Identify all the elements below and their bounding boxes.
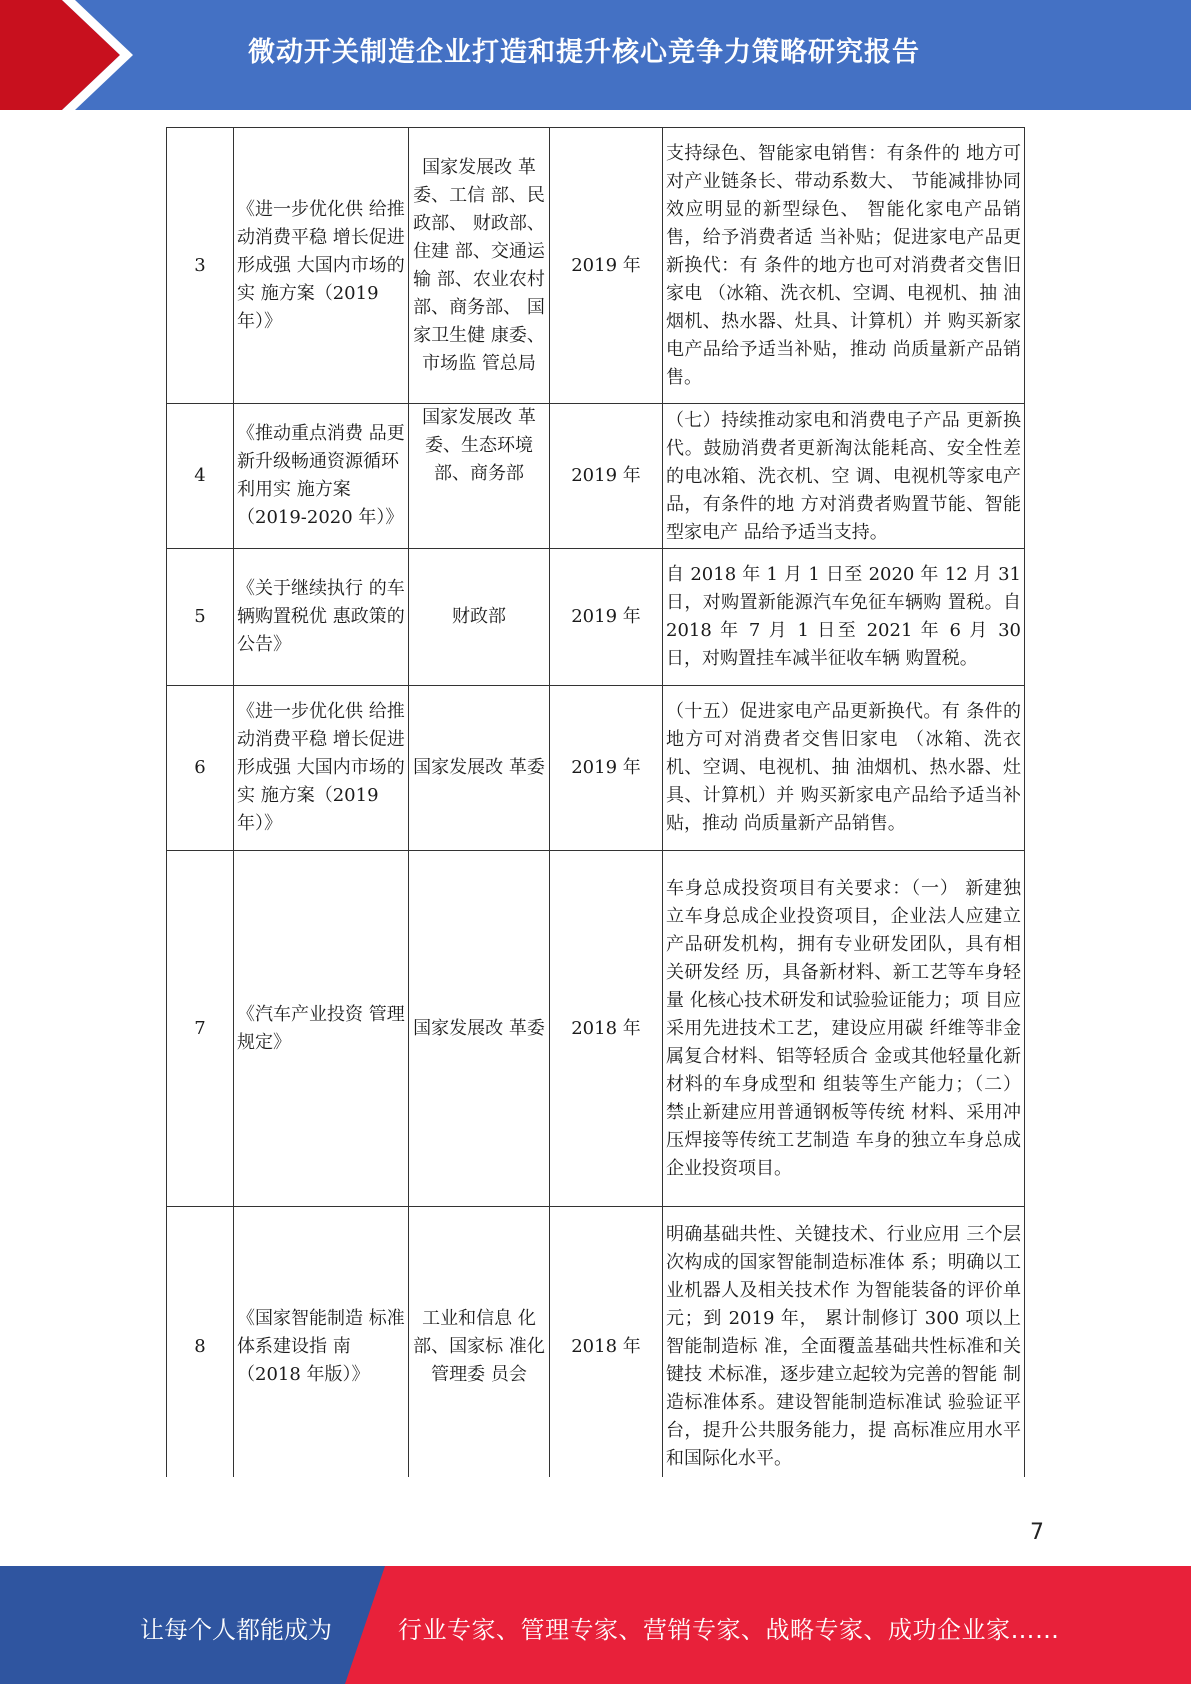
policy-content: [663, 404, 1025, 549]
policy-content-text: （七）持续推动家电和消费电子产品 更新换代。鼓励消费者更新淘汰能耗高、安全性差的电冰箱、洗衣机、空 调、电视机等家电产品，有条件的地 方对消费者购置节能、智能型家电产 品给予适当支持。: [666, 410, 1021, 543]
policy-content: 明确基础共性、关键技术、行业应用 三个层次构成的国家智能制造标准体 系；明确以工业机器人及相关技术作 为智能装备的评价单元；到 2019 年， 累计制修订 300 项以上智能制造标 准，全面覆盖基础共性标准和关键技 术标准，逐步建立起较为完善的智能 制造标准体系。建设智能制造标准试 验验证平台，提升公共服务能力，提 高标准应用水平和国际化水平。: [663, 1207, 1025, 1478]
issuing-department: 国家发展改 革委: [409, 686, 550, 851]
table-row: [167, 1207, 1025, 1478]
issue-year: 2019 年: [550, 686, 663, 851]
issue-year: 2018 年: [550, 1207, 663, 1478]
policy-content: 自 2018 年 1 月 1 日至 2020 年 12 月 31 日，对购置新能源汽车免征车辆购 置税。自 2018 年 7 月 1 日至 2021 年 6 月 30 日，对购置挂车减半征收车辆 购置税。: [663, 549, 1025, 686]
header-arrow-decoration: [0, 0, 160, 110]
policy-content: （十五）促进家电产品更新换代。有 条件的地方可对消费者交售旧家电 （冰箱、洗衣机、空调、电视机、抽 油烟机、热水器、灶具、计算机）并 购买新家电产品给予适当补贴，推动 尚质量新产品销售。: [663, 686, 1025, 851]
issuing-department: 国家发展改 革委、工信 部、民政部、 财政部、住建 部、交通运输 部、农业农村 部、商务部、 国家卫生健 康委、市场监 管总局: [409, 128, 550, 404]
document-title: 微动开关制造企业打造和提升核心竞争力策略研究报告: [248, 37, 920, 68]
policy-content: 支持绿色、智能家电销售：有条件的 地方可对产业链条长、带动系数大、 节能减排协同效应明显的新型绿色、 智能化家电产品销售，给予消费者适 当补贴；促进家电产品更新换代：有 条件的地方也可对消费者交售旧家电 （冰箱、洗衣机、空调、电视机、抽 油烟机、热水器、灶具、计算机）并 购买新家电产品给予适当补贴，推动 尚质量新产品销售。: [663, 128, 1025, 404]
footer-slogan-right: 行业专家、管理专家、营销专家、战略专家、成功企业家……: [398, 1616, 1060, 1644]
table-row: [167, 128, 1025, 404]
issue-year: 2018 年: [550, 851, 663, 1207]
policy-name: 《关于继续执行 的车辆购置税优 惠政策的公告》: [234, 549, 409, 686]
row-number: 7: [167, 851, 234, 1207]
issue-year: 2019 年: [550, 404, 663, 549]
policy-name: 《进一步优化供 给推动消费平稳 增长促进形成强 大国内市场的实 施方案（2019 年）》: [234, 686, 409, 851]
policy-content: 车身总成投资项目有关要求：（一） 新建独立车身总成企业投资项目，企业法人应建立产品研发机构，拥有专业研发团队，具有相关研发经 历，具备新材料、新工艺等车身轻量 化核心技术研发和试验验证能力；项 目应采用先进技术工艺，建设应用碳 纤维等非金属复合材料、铝等轻质合 金或其他轻量化新材料的车身成型和 组装等生产能力；（二）禁止新建应用普通钢板等传统 材料、采用冲压焊接等传统工艺制造 车身的独立车身总成企业投资项目。: [663, 851, 1025, 1207]
issue-year: 2019 年: [550, 549, 663, 686]
table-row: [167, 851, 1025, 1207]
policy-name: 《推动重点消费 品更新升级畅通资源循环利用实 施方案（2019-2020 年）》: [234, 404, 409, 549]
row-number: 8: [167, 1207, 234, 1478]
policy-name: 《国家智能制造 标准体系建设指 南（2018 年版）》: [234, 1207, 409, 1478]
row-number: 5: [167, 549, 234, 686]
footer-slogan-left: 让每个人都能成为: [140, 1616, 332, 1644]
table-row: [167, 686, 1025, 851]
issuing-department: 国家发展改 革委、生态环境部、商务部: [409, 404, 550, 549]
page-number: 7: [1030, 1520, 1044, 1545]
issuing-department: 工业和信息 化部、国家标 准化管理委 员会: [409, 1207, 550, 1478]
issuing-department: 财政部: [409, 549, 550, 686]
page-footer: [0, 1566, 1191, 1684]
row-number: 4: [167, 404, 234, 549]
table-row: [167, 549, 1025, 686]
policy-table-wrapper: [166, 127, 1025, 1477]
policy-table: [166, 127, 1025, 1477]
table-row: [167, 404, 1025, 549]
issuing-department: 国家发展改 革委: [409, 851, 550, 1207]
page-header: [0, 0, 1191, 110]
row-number: 6: [167, 686, 234, 851]
policy-name: 《进一步优化供 给推动消费平稳 增长促进形成强 大国内市场的实 施方案（2019 年）》: [234, 128, 409, 404]
row-number: 3: [167, 128, 234, 404]
policy-name: 《汽车产业投资 管理规定》: [234, 851, 409, 1207]
issue-year: 2019 年: [550, 128, 663, 404]
